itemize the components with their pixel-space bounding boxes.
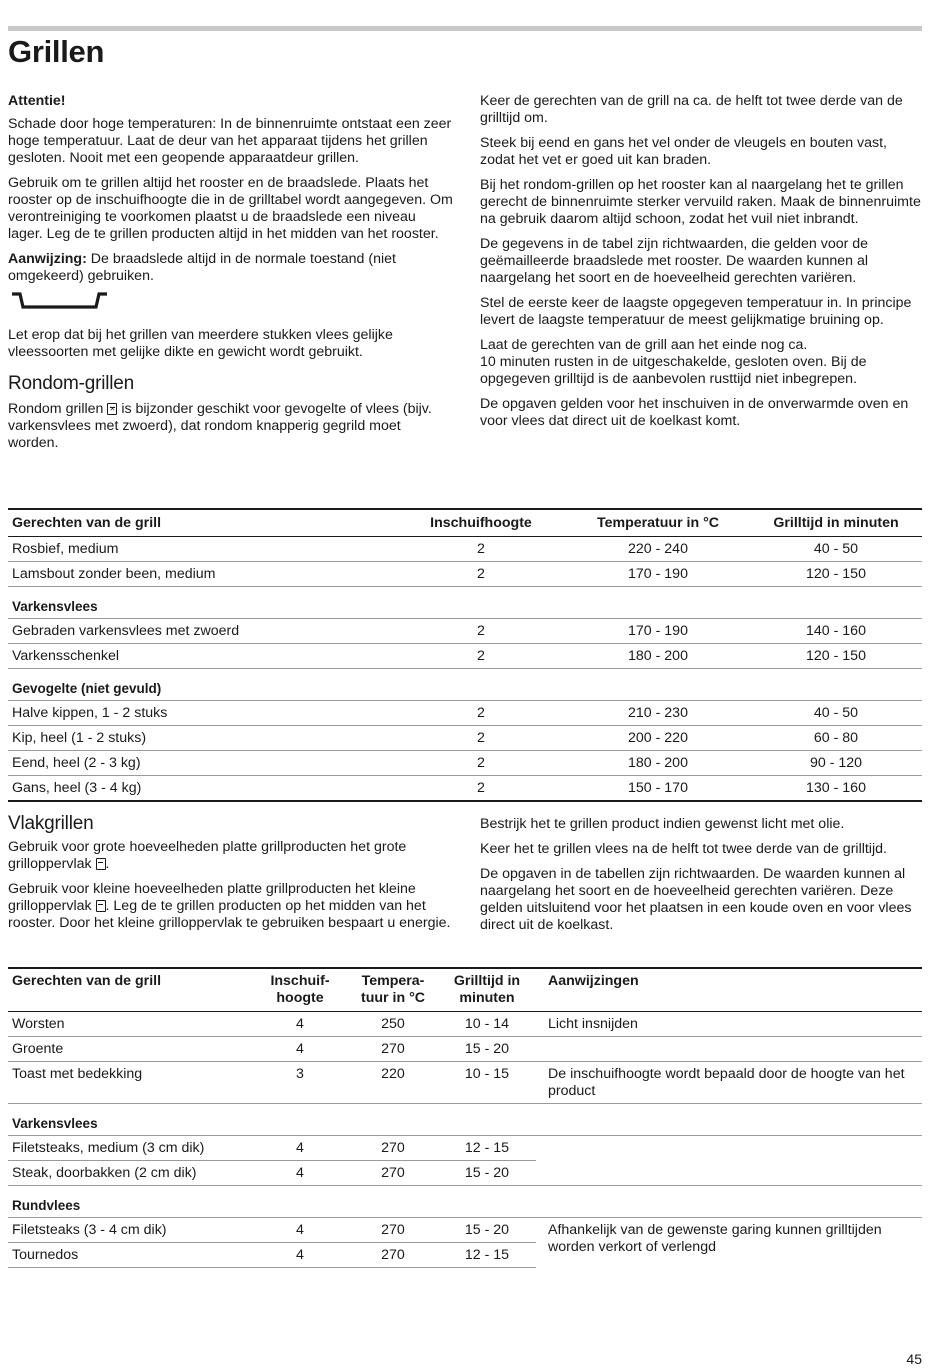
- cell-dish: Filetsteaks (3 - 4 cm dik): [8, 1218, 252, 1243]
- cell-temperature: 220 - 240: [566, 537, 750, 562]
- page-title: Grillen: [8, 34, 105, 69]
- temperature-advice: Stel de eerste keer de laagste opgegeven temperatuur in. In principe levert de laagste temperatuur de meest gelijkmatige bruining op.: [480, 295, 912, 328]
- table-row: [8, 1037, 922, 1062]
- cell-time: 90 - 120: [750, 751, 922, 776]
- cell-dish: Steak, doorbakken (2 cm dik): [8, 1161, 252, 1186]
- table-row: [8, 537, 922, 562]
- cell-time: 10 - 15: [438, 1062, 536, 1104]
- vlak-turn-advice: Keer het te grillen vlees na de helft tot twee derde van de grilltijd.: [480, 841, 887, 857]
- cell-level: 2: [396, 537, 566, 562]
- table-row: [8, 776, 922, 802]
- small-grill-area-icon: [96, 900, 106, 912]
- cell-level: 4: [252, 1012, 348, 1037]
- cleaning-advice: Bij het rondom-grillen op het rooster kan al naargelang het te grillen gerecht de binnenruimte sterker vervuild raken. Maak de binnenruimte na gebruik daarom altijd schoon, zodat het vuil niet inbrandt.: [480, 177, 921, 227]
- rotisserie-grill-icon: [107, 403, 117, 415]
- section-label: Rundvlees: [8, 1186, 922, 1218]
- table-row: [8, 726, 922, 751]
- cell-time: 120 - 150: [750, 644, 922, 669]
- col-level: [252, 968, 348, 1012]
- poultry-advice: Steek bij eend en gans het vel onder de vleugels en bouten vast, zodat het vet er goed uit kan braden.: [480, 135, 887, 168]
- table-row: [8, 644, 922, 669]
- section-row: [8, 1186, 922, 1218]
- cell-dish: Gebraden varkensvlees met zwoerd: [8, 619, 396, 644]
- right-column: [480, 93, 922, 438]
- cell-dish: Rosbief, medium: [8, 537, 396, 562]
- col-temperature: Temperatuur in °C: [566, 509, 750, 537]
- vlak-small-text-b: . Leg de te grillen producten op het midden van het rooster. Door het kleine grilloppervlak te gebruiken bespaart u energie.: [8, 898, 451, 931]
- large-grill-area-icon: [96, 858, 106, 870]
- vlak-left-column: [8, 813, 453, 940]
- cell-dish: Filetsteaks, medium (3 cm dik): [8, 1136, 252, 1161]
- cell-level: 4: [252, 1037, 348, 1062]
- cell-dish: Tournedos: [8, 1243, 252, 1268]
- col-level: Inschuifhoogte: [396, 509, 566, 537]
- table-header-row: [8, 509, 922, 537]
- cell-time: 40 - 50: [750, 537, 922, 562]
- cell-time: 40 - 50: [750, 701, 922, 726]
- cell-temperature: 200 - 220: [566, 726, 750, 751]
- cell-level: 2: [396, 701, 566, 726]
- cell-level: 2: [396, 726, 566, 751]
- cell-dish: Lamsbout zonder been, medium: [8, 562, 396, 587]
- section-label: Varkensvlees: [8, 587, 922, 619]
- cell-temperature: 270: [348, 1243, 438, 1268]
- cell-dish: Varkensschenkel: [8, 644, 396, 669]
- cell-time: 10 - 14: [438, 1012, 536, 1037]
- cell-time: 15 - 20: [438, 1218, 536, 1243]
- vlak-right-column: [480, 816, 922, 942]
- cell-notes: De inschuifhoogte wordt bepaald door de hoogte van het product: [536, 1062, 922, 1104]
- cell-temperature: 150 - 170: [566, 776, 750, 802]
- resting-line-2: 10 minuten rusten in de uitgeschakelde, gesloten oven. Bij de opgegeven grilltijd is de aanbevolen rusttijd niet inbegrepen.: [480, 354, 867, 387]
- cell-temperature: 180 - 200: [566, 751, 750, 776]
- section-row: [8, 669, 922, 701]
- header-rule: [8, 26, 922, 31]
- cell-temperature: 180 - 200: [566, 644, 750, 669]
- cell-level: 2: [396, 644, 566, 669]
- cell-time: 12 - 15: [438, 1243, 536, 1268]
- cell-notes: [536, 1161, 922, 1186]
- cell-time: 12 - 15: [438, 1136, 536, 1161]
- cell-temperature: 270: [348, 1037, 438, 1062]
- cell-time: 140 - 160: [750, 619, 922, 644]
- cell-temperature: 270: [348, 1218, 438, 1243]
- cell-dish: Worsten: [8, 1012, 252, 1037]
- table-row: [8, 619, 922, 644]
- table-row: [8, 1062, 922, 1104]
- cell-level: 4: [252, 1136, 348, 1161]
- table-row: [8, 751, 922, 776]
- cell-time: 60 - 80: [750, 726, 922, 751]
- hint-label: Aanwijzing:: [8, 251, 87, 267]
- cell-dish: Groente: [8, 1037, 252, 1062]
- col-temperature-line-1: Tempera-: [361, 973, 425, 989]
- cell-level: 3: [252, 1062, 348, 1104]
- cell-time: 15 - 20: [438, 1161, 536, 1186]
- cell-level: 2: [396, 562, 566, 587]
- cell-notes: [536, 1037, 922, 1062]
- vlak-large-text-b: .: [105, 856, 110, 872]
- cell-temperature: 170 - 190: [566, 562, 750, 587]
- col-notes: Aanwijzingen: [536, 968, 922, 1012]
- cell-temperature: 250: [348, 1012, 438, 1037]
- resting-line-1: Laat de gerechten van de grill aan het einde nog ca.: [480, 337, 808, 353]
- table-row: [8, 1012, 922, 1037]
- vlak-heading: Vlakgrillen: [8, 813, 94, 834]
- col-time-line-1: Grilltijd in: [453, 973, 521, 989]
- cell-dish: Toast met bedekking: [8, 1062, 252, 1104]
- page-number: 45: [906, 1351, 922, 1367]
- col-dish: Gerechten van de grill: [8, 509, 396, 537]
- oven-note: De opgaven gelden voor het inschuiven in de onverwarmde oven en voor vlees dat direct uit de koelkast komt.: [480, 396, 909, 429]
- vlak-small-area: [8, 881, 453, 932]
- col-dish: Gerechten van de grill: [8, 968, 252, 1012]
- col-temperature: [348, 968, 438, 1012]
- vlak-large-area: [8, 839, 453, 873]
- cell-temperature: 270: [348, 1136, 438, 1161]
- table-row: [8, 701, 922, 726]
- cell-level: 2: [396, 751, 566, 776]
- vlak-grill-table: [8, 967, 922, 1268]
- cell-temperature: 170 - 190: [566, 619, 750, 644]
- cell-temperature: 220: [348, 1062, 438, 1104]
- resting-advice: [480, 337, 922, 388]
- cell-time: 15 - 20: [438, 1037, 536, 1062]
- col-time: [438, 968, 536, 1012]
- col-level-line-1: Inschuif-: [270, 973, 330, 989]
- rondom-grill-table: [8, 508, 922, 802]
- cell-level: 4: [252, 1243, 348, 1268]
- attention-text: Schade door hoge temperaturen: In de binnenruimte ontstaat een zeer hoge temperatuur. Laat de deur van het apparaat tijdens het grillen gesloten. Nooit met een geopende apparaatdeur grillen.: [8, 116, 452, 166]
- table-header-row: [8, 968, 922, 1012]
- cell-time: 130 - 160: [750, 776, 922, 802]
- cell-temperature: 270: [348, 1161, 438, 1186]
- hint-text: De braadslede altijd in de normale toestand (niet omgekeerd) gebruiken.: [8, 251, 396, 284]
- cell-dish: Kip, heel (1 - 2 stuks): [8, 726, 396, 751]
- section-row: [8, 1104, 922, 1136]
- left-column: [8, 93, 453, 460]
- table-row: [8, 1161, 922, 1186]
- cell-notes: Afhankelijk van de gewenste garing kunnen grilltijden worden verkort of verlengd: [548, 1222, 882, 1255]
- oil-advice: Bestrijk het te grillen product indien gewenst licht met olie.: [480, 816, 845, 832]
- col-time: Grilltijd in minuten: [750, 509, 922, 537]
- section-row: [8, 587, 922, 619]
- cell-dish: Eend, heel (2 - 3 kg): [8, 751, 396, 776]
- turn-advice: Keer de gerechten van de grill na ca. de helft tot twee derde van de grilltijd om.: [480, 93, 903, 126]
- cell-notes: [536, 1136, 922, 1161]
- table-row: [8, 1136, 922, 1161]
- rondom-heading: Rondom-grillen: [8, 373, 135, 394]
- rondom-text-a: Rondom grillen: [8, 401, 108, 417]
- baking-tray-icon: [10, 289, 110, 311]
- meat-advice: Let erop dat bij het grillen van meerdere stukken vlees gelijke vleessoorten met gelijke dikte en gewicht wordt gebruikt.: [8, 327, 393, 360]
- vlak-large-text-a: Gebruik voor grote hoeveelheden platte grillproducten het grote grilloppervlak: [8, 839, 407, 872]
- cell-notes: Licht insnijden: [536, 1012, 922, 1037]
- table-row: [8, 562, 922, 587]
- section-label: Varkensvlees: [8, 1104, 922, 1136]
- cell-level: 2: [396, 776, 566, 802]
- col-temperature-line-2: tuur in °C: [361, 990, 425, 1006]
- col-level-line-2: hoogte: [276, 990, 324, 1006]
- cell-level: 4: [252, 1218, 348, 1243]
- section-label: Gevogelte (niet gevuld): [8, 669, 922, 701]
- rondom-text-b: is bijzonder geschikt voor gevogelte of vlees (bijv. varkensvlees met zwoerd), dat rondom knapperig gegrild moet worden.: [8, 401, 432, 451]
- cell-dish: Halve kippen, 1 - 2 stuks: [8, 701, 396, 726]
- cell-temperature: 210 - 230: [566, 701, 750, 726]
- cell-level: 4: [252, 1161, 348, 1186]
- rondom-text: [8, 401, 453, 452]
- vlak-values-note: De opgaven in de tabellen zijn richtwaarden. De waarden kunnen al naargelang het soort en de hoeveelheid gerechten variëren. Deze gelden uitsluitend voor het plaatsen in een koude oven en voor vlees direct uit de koelkast.: [480, 866, 912, 933]
- hint-paragraph: [8, 251, 453, 285]
- col-time-line-2: minuten: [459, 990, 515, 1006]
- table-row: [8, 1218, 922, 1243]
- vlak-small-text-a: Gebruik voor kleine hoeveelheden platte grillproducten het kleine grilloppervlak: [8, 881, 416, 914]
- cell-dish: Gans, heel (3 - 4 kg): [8, 776, 396, 802]
- table-values-note: De gegevens in de tabel zijn richtwaarden, die gelden voor de geëmailleerde braadslede met rooster. De waarden kunnen al naargelang het soort en de hoeveelheid gerechten variëren.: [480, 236, 869, 286]
- cell-time: 120 - 150: [750, 562, 922, 587]
- grill-instructions: Gebruik om te grillen altijd het rooster en de braadslede. Plaats het rooster op de inschuifhoogte die in de grilltabel wordt aangegeven. Om verontreiniging te voorkomen plaatst u de braadslede een niveau lager. Leg de te grillen producten altijd in het midden van het rooster.: [8, 175, 453, 242]
- attention-label: Attentie!: [8, 93, 66, 109]
- cell-level: 2: [396, 619, 566, 644]
